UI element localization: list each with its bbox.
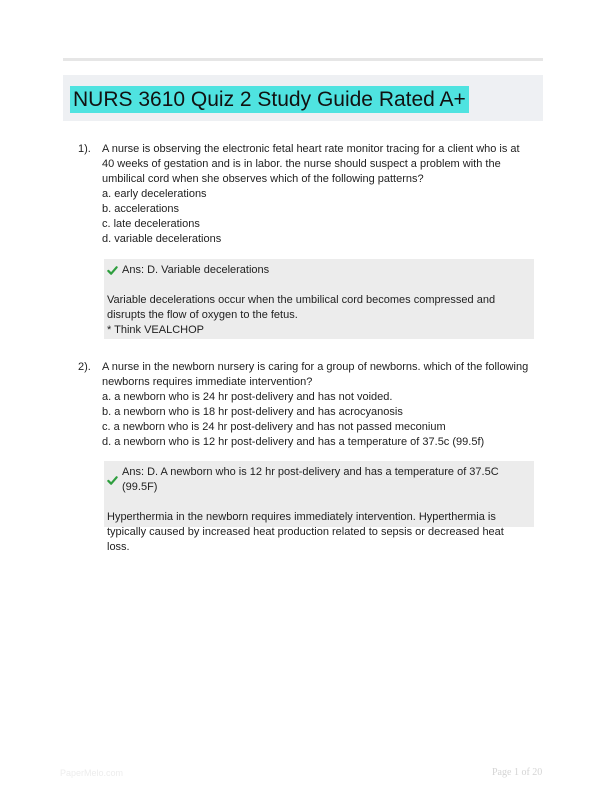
explanation [107, 293, 526, 338]
page-indicator: Page 1 of 20 [492, 767, 543, 778]
document-title: NURS 3610 Quiz 2 Study Guide Rated A+ [70, 86, 469, 113]
answer-line [107, 465, 526, 495]
question-text: A nurse is observing the electronic fetal heart rate monitor tracing for a client who is at 40 weeks of gestation and is in labor. the nurse should suspect a problem with the umbilical cord when she observes which of the following patterns? [102, 143, 520, 185]
footer-watermark: PaperMelo.com [60, 768, 124, 778]
option-b: b. a newborn who is 18 hr post-delivery and has acrocyanosis [102, 406, 403, 418]
explanation-line: * Think VEALCHOP [107, 324, 205, 336]
option-d: d. variable decelerations [102, 233, 222, 245]
question-text: A nurse in the newborn nursery is caring for a group of newborns. which of the following newborns requires immediate intervention? [102, 361, 529, 388]
question-body [102, 360, 532, 450]
option-a: a. early decelerations [102, 188, 207, 200]
explanation-line: Variable decelerations occur when the umbilical cord becomes compressed and disrupts the flow of oxygen to the fetus. [107, 294, 496, 321]
explanation [107, 510, 526, 555]
option-c: c. late decelerations [102, 218, 200, 230]
check-icon [107, 265, 118, 276]
answer-line [107, 263, 526, 278]
answer-text: Ans: D. A newborn who is 12 hr post-delivery and has a temperature of 37.5C (99.5F) [122, 466, 499, 493]
option-c: c. a newborn who is 24 hr post-delivery and has not passed meconium [102, 421, 446, 433]
question-body [102, 142, 532, 247]
option-a: a. a newborn who is 24 hr post-delivery and has not voided. [102, 391, 393, 403]
answer-box [104, 259, 534, 339]
explanation-line: Hyperthermia in the newborn requires immediately intervention. Hyperthermia is typically caused by increased heat production related to sepsis or decreased heat loss. [107, 511, 504, 553]
check-icon [107, 475, 118, 486]
answer-text: Ans: D. Variable decelerations [122, 264, 270, 276]
question-number: 2). [78, 361, 91, 373]
question-number: 1). [78, 143, 91, 155]
answer-box [104, 461, 534, 553]
top-divider [63, 58, 543, 61]
option-b: b. accelerations [102, 203, 180, 215]
option-d: d. a newborn who is 12 hr post-delivery and has a temperature of 37.5c (99.5f) [102, 436, 485, 448]
